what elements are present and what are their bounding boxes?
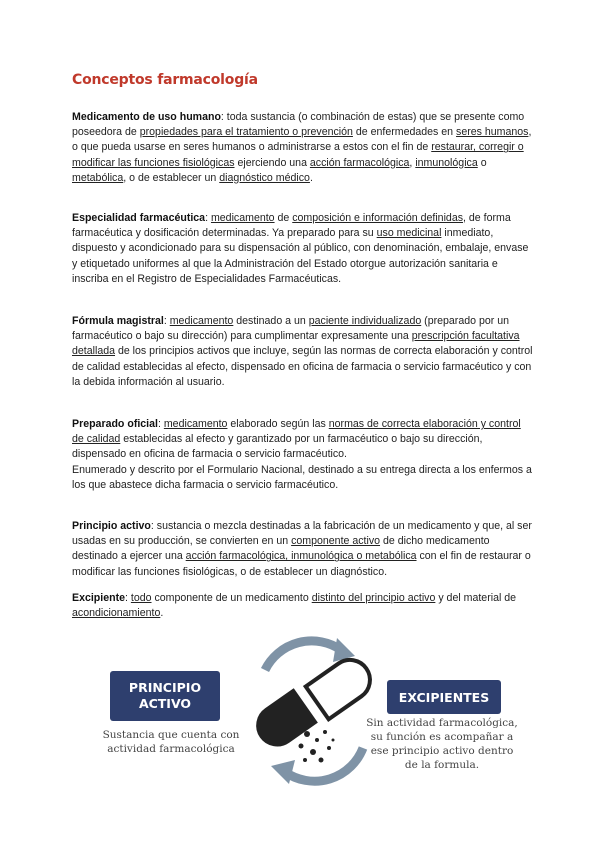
definition-medicamento: Medicamento de uso humano: toda sustancia (o combinación de estas) que se presente como poseedora de propiedades para el tratamiento o prevención de enfermedades en seres humanos, o que pueda usarse en seres humanos o administrarse a estos con el fin de restaurar, corregir o modificar las funciones fisiológicas ejerciendo una acción farmacológica, inmunológica o metabólica, o de establecer un diagnóstico médico. [72,111,532,184]
term: Medicamento de uso humano [72,111,221,123]
capsule-right-half-icon [306,652,378,719]
term: Especialidad farmacéutica [72,212,206,224]
definition-excipiente: Excipiente: todo componente de un medicamento distinto del principio activo y del material de acondicionamiento. [72,592,517,620]
principio-activo-badge: PRINCIPIO ACTIVO [110,671,220,721]
term: Principio activo [72,520,151,532]
term: Fórmula magistral [72,315,164,327]
excipientes-badge: EXCIPIENTES [387,680,501,714]
principio-activo-caption: Sustancia que cuenta con actividad farmacológica [102,729,240,755]
pill-infographic [100,636,520,786]
term: Excipiente [72,592,125,604]
definition-formula-magistral: Fórmula magistral: medicamento destinado a un paciente individualizado (preparado por un farmacéutico o bajo su dirección) para cumplimentar expresamente una prescripción facultativa detallada de los principios activos que incluye, según las normas de correcta elaboración y control de calidad establecidas al efecto, dispensado en oficina de farmacia o servicio farmacéutico y con la debida información al usuario. [72,315,533,388]
page-title: Conceptos farmacología [72,72,258,88]
term: Preparado oficial [72,418,158,430]
capsule-left-half-icon [249,690,316,754]
excipientes-caption: Sin actividad farmacológica, su función es acompañar a ese principio activo dentro de la formula. [366,717,518,771]
definition-especialidad: Especialidad farmacéutica: medicamento de composición e información definidas, de forma farmacéutica y dosificación determinadas. Ya preparado para su uso medicinal inmediato, dispuesto y acondicionado para su dispensación al público, con denominación, embalaje, envase y etiquetado uniformes al que la Administración del Estado otorgue autorización sanitaria e inscriba en el Registro de Especialidades Farmacéuticas. [72,212,529,285]
definition-principio-activo: Principio activo: sustancia o mezcla destinadas a la fabricación de un medicamento y que, al ser usadas en su producción, se convierten en un componente activo de dicho medicamento destinado a ejercer una acción farmacológica, inmunológica o metabólica con el fin de restaurar o modificar las funciones fisiológicas, o de establecer un diagnóstico. [72,520,532,578]
cycle-arrow-top-icon [265,641,341,670]
powder-dots-icon [299,730,335,763]
definition-preparado-oficial: Preparado oficial: medicamento elaborado según las normas de correcta elaboración y control de calidad establecidas al efecto y garantizado por un farmacéutico o bajo su dirección, dispensado en oficina de farmacia o servicio farmacéutico. Enumerado y descrito por el Formulario Nacional, destinado a su entrega directa a los enfermos a los que abastece dicha farmacia o servicio farmacéutico. [72,418,532,491]
